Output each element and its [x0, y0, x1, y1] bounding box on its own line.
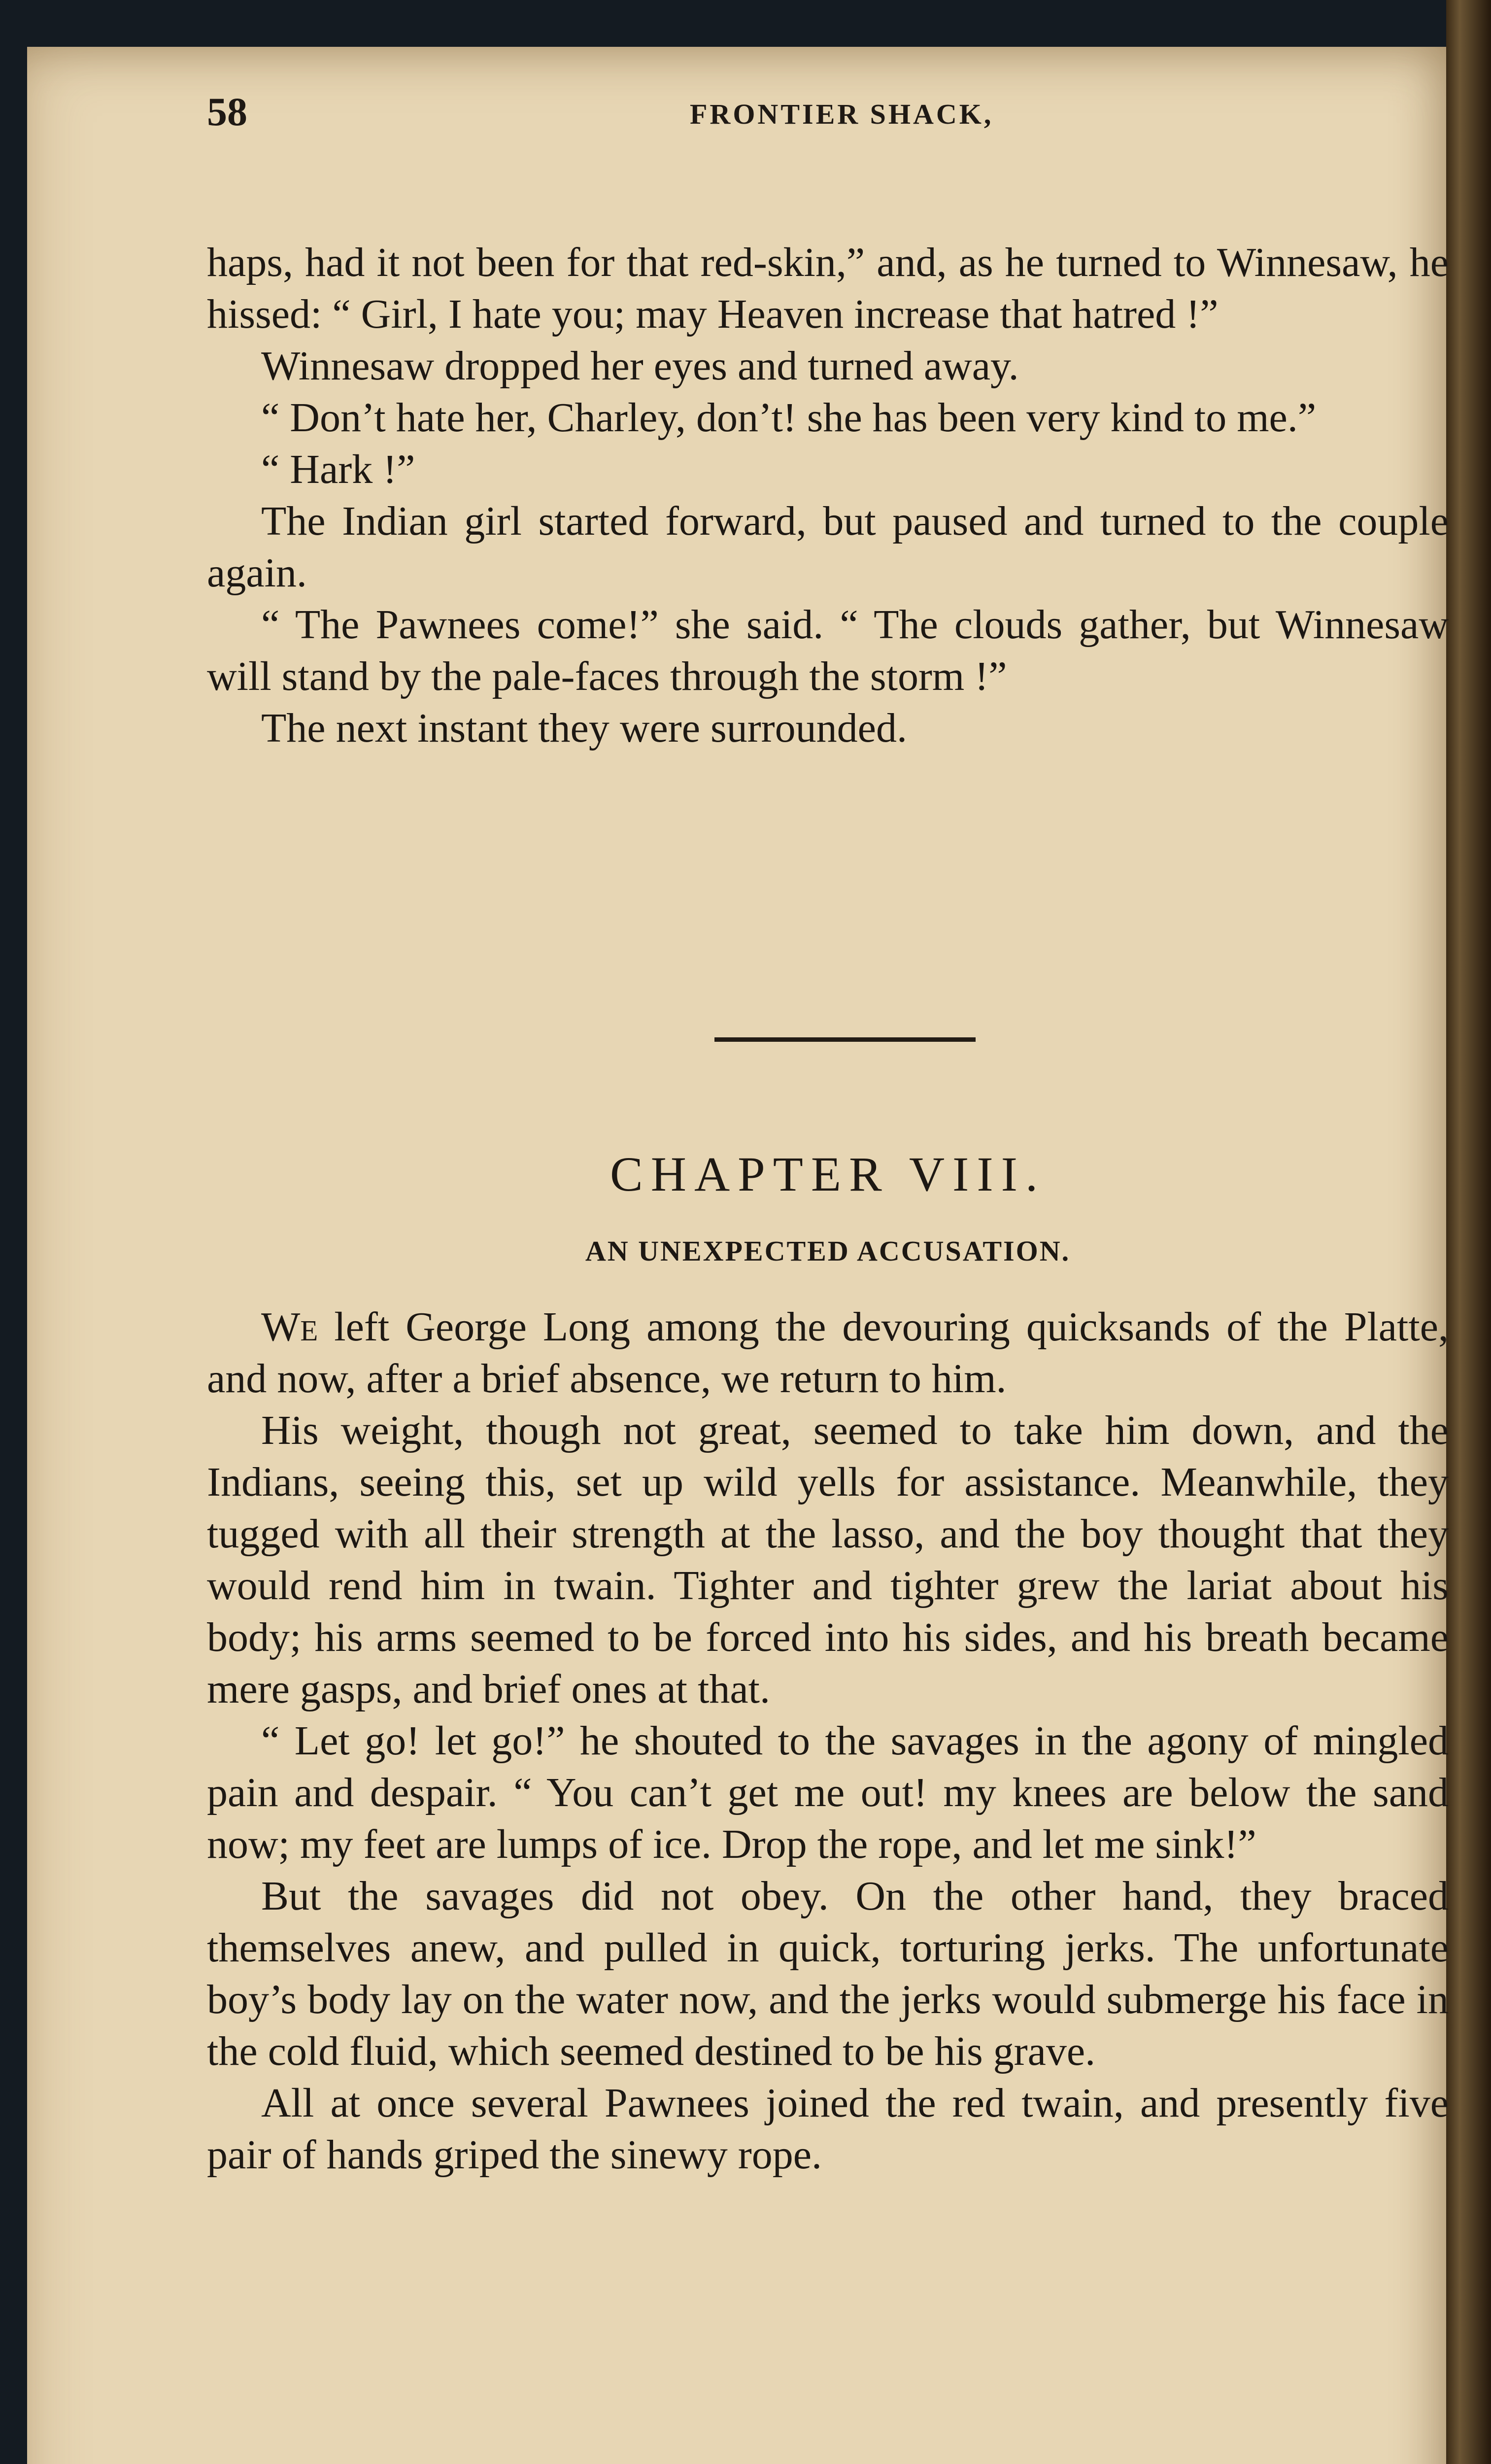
paragraph-text: left George Long among the devouring quicksands of the Platte, and now, after a brief absence, we return to him. — [207, 1304, 1449, 1402]
dropcap-word: We — [261, 1304, 318, 1350]
paragraph: “ Don’t hate her, Charley, don’t! she has been very kind to me.” — [261, 395, 1317, 441]
body-text-bottom — [207, 1301, 1449, 2181]
paragraph: haps, had it not been for that red-skin,” and, as he turned to Winnesaw, he hissed: “ Girl, I hate you; may Heaven increase that hatred !” — [207, 240, 1449, 337]
paragraph: “ Let go! let go!” he shouted to the savages in the agony of mingled pain and despair. “ You can’t get me out! my knees are below the sand now; my feet are lumps of ice. Drop the rope, and let me sink!” — [207, 1718, 1449, 1867]
paragraph — [207, 1301, 1449, 1404]
paragraph: The next instant they were surrounded. — [261, 705, 907, 751]
section-divider — [714, 1037, 976, 1042]
paragraph: All at once several Pawnees joined the red twain, and presently five pair of hands griped the sinewy rope. — [207, 2080, 1449, 2178]
book-binding-edge — [1446, 0, 1491, 2464]
paragraph: “ The Pawnees come!” she said. “ The clouds gather, but Winnesaw will stand by the pale-faces through the storm !” — [207, 602, 1449, 699]
chapter-subtitle: AN UNEXPECTED ACCUSATION. — [585, 1235, 1071, 1267]
paragraph: His weight, though not great, seemed to take him down, and the Indians, seeing this, set up wild yells for assistance. Meanwhile, they tugged with all their strength at the lasso, and the boy thought that they would rend him in twain. Tighter and tighter grew the lariat about his body; his arms seemed to be forced into his sides, and his breath became mere gasps, and brief ones at that. — [207, 1407, 1449, 1712]
paragraph: Winnesaw dropped her eyes and turned away. — [261, 343, 1019, 389]
running-title: FRONTIER SHACK, — [690, 98, 994, 130]
paragraph: But the savages did not obey. On the other hand, they braced themselves anew, and pulled in quick, torturing jerks. The unfortunate boy’s body lay on the water now, and the jerks would submerge his face in the cold fluid, which seemed destined to be his grave. — [207, 1873, 1449, 2074]
page-number: 58 — [207, 89, 247, 134]
page-header — [207, 89, 1414, 148]
body-text-top — [207, 237, 1449, 754]
paragraph: “ Hark !” — [261, 446, 415, 492]
paragraph: The Indian girl started forward, but paused and turned to the couple again. — [207, 498, 1449, 596]
chapter-heading: CHAPTER VIII. — [610, 1147, 1046, 1201]
